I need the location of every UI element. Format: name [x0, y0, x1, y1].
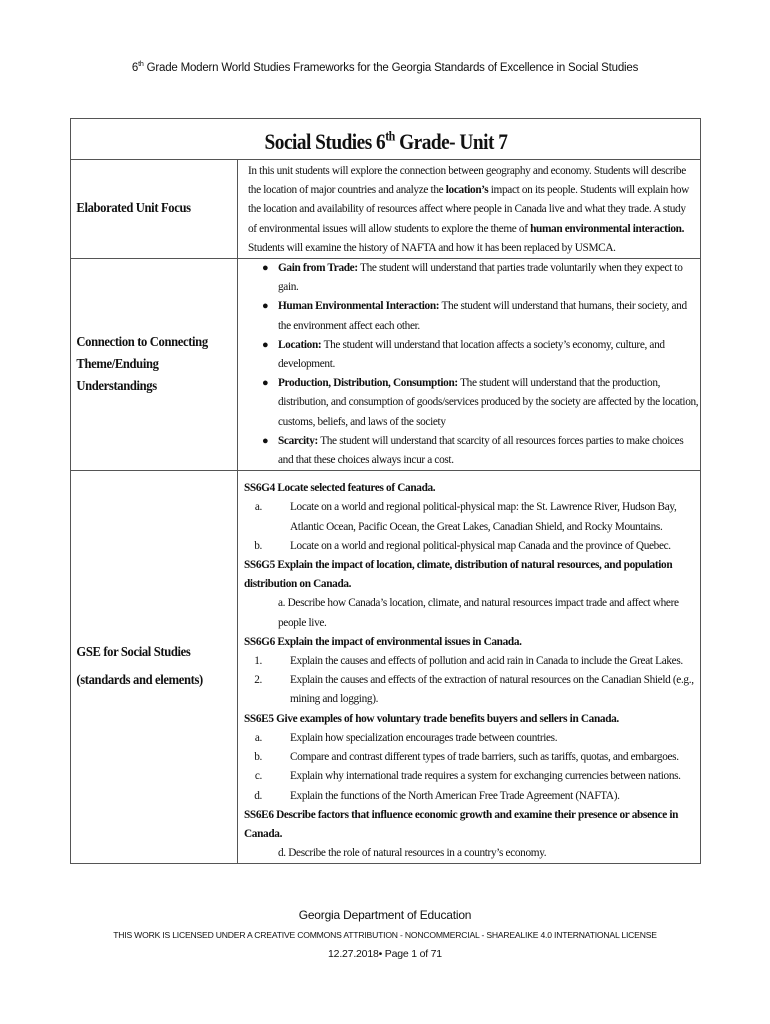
- standard-ss6g4: SS6G4 Locate selected features of Canada.: [244, 482, 436, 495]
- connection-list: [238, 259, 700, 470]
- element-item: [244, 748, 696, 767]
- element-text: a. Describe how Canada’s location, climate, and natural resources impact trade and affect where people live.: [278, 597, 679, 629]
- element-text: Locate on a world and regional political-physical map: the St. Lawrence River, Hudson Bay, Atlantic Ocean, Pacific Ocean, the Great Lakes, Canadian Shield, and Rocky Mountains.: [290, 501, 677, 533]
- focus-text-3: Students will examine the history of NAFTA and how it has been replaced by USMCA.: [248, 241, 616, 254]
- header-sup: th: [138, 60, 144, 69]
- element-marker: b.: [254, 751, 262, 764]
- list-item: [262, 297, 700, 335]
- gse-standards: [238, 471, 700, 863]
- element-text: Explain how specialization encourages trade between countries.: [290, 731, 558, 744]
- bullet-icon: ●: [262, 338, 269, 351]
- element-item: [244, 787, 696, 806]
- title-sup: th: [384, 128, 395, 144]
- gse-label-cell: [71, 471, 238, 864]
- element-marker: a.: [254, 731, 262, 744]
- bullet-icon: ●: [262, 300, 269, 313]
- element-text: Explain the causes and effects of the extraction of natural resources on the Canadian Shield (e.g., mining and logging).: [290, 674, 694, 706]
- standard-ss6e6: SS6E6 Describe factors that influence economic growth and examine their presence or absence in Canada.: [244, 808, 679, 840]
- connection-label-cell: [71, 259, 238, 471]
- gse-label-line-2: (standards and elements): [76, 673, 203, 689]
- unit-table: [70, 118, 701, 864]
- focus-content-cell: [238, 160, 701, 259]
- list-item: [262, 259, 700, 297]
- focus-text-2: impact on its people. Students will explain how the location and availability of resources affect where people in Canada live and what they trade. A study of environmental issues will allow students to explore the theme of: [248, 184, 689, 235]
- gse-content-cell: [238, 471, 701, 864]
- footer-license: THIS WORK IS LICENSED UNDER A CREATIVE COMMONS ATTRIBUTION - NONCOMMERCIAL - SHAREALIKE 4.0 INTERNATIONAL LICENSE: [113, 930, 657, 940]
- item-term: Scarcity:: [278, 434, 318, 447]
- footer-department: Georgia Department of Education: [298, 908, 472, 922]
- unit-title-cell: [71, 119, 701, 160]
- focus-bold-1: location’s: [445, 184, 489, 197]
- element-item: [244, 671, 696, 709]
- standard-ss6e5: SS6E5 Give examples of how voluntary trade benefits buyers and sellers in Canada.: [244, 712, 619, 725]
- page-header: [0, 62, 770, 74]
- element-text: Locate on a world and regional political-physical map Canada and the province of Quebec.: [290, 539, 671, 552]
- title-prefix: Social Studies 6: [264, 129, 385, 154]
- item-text: The student will understand that parties trade voluntarily when they expect to gain.: [278, 262, 683, 294]
- element-marker: 2.: [254, 674, 262, 687]
- element-marker: c.: [254, 770, 262, 783]
- list-item: [262, 374, 700, 432]
- list-item: [262, 336, 700, 374]
- element-text: d. Describe the role of natural resources in a country’s economy.: [278, 847, 547, 860]
- element-text: Explain the causes and effects of pollution and acid rain in Canada to include the Great Lakes.: [290, 655, 683, 668]
- item-term: Location:: [278, 338, 322, 351]
- unit-title: [264, 123, 507, 155]
- connection-content-cell: [238, 259, 701, 471]
- element-text: Compare and contrast different types of trade barriers, such as tariffs, quotas, and embargoes.: [290, 751, 679, 764]
- gse-label-line-1: GSE for Social Studies: [76, 645, 191, 661]
- item-term: Gain from Trade:: [278, 262, 358, 275]
- element-text: Explain the functions of the North American Free Trade Agreement (NAFTA).: [290, 789, 620, 802]
- connection-label-line-3: Understandings: [76, 378, 157, 394]
- element-text: Explain why international trade requires a system for exchanging currencies between nations.: [290, 770, 681, 783]
- element-marker: d.: [254, 789, 262, 802]
- element-item: [244, 652, 696, 671]
- standard-ss6g6: SS6G6 Explain the impact of environmental issues in Canada.: [244, 635, 522, 648]
- header-grade: 6: [131, 62, 139, 74]
- item-text: The student will understand that location affects a society’s economy, culture, and development.: [278, 338, 665, 371]
- element-item: [244, 537, 696, 556]
- connection-label-line-2: Theme/Enduing: [76, 356, 159, 372]
- item-text: The student will understand that the production, distribution, and consumption of goods/services produced by the society are affected by the location, customs, beliefs, and laws of the society: [278, 377, 699, 428]
- element-item: [244, 729, 696, 748]
- item-text: The student will understand that humans, their society, and the environment affect each other.: [278, 300, 687, 332]
- footer-page-number: 12.27.2018• Page 1 of 71: [328, 948, 442, 960]
- title-rest: Grade- Unit 7: [394, 129, 507, 154]
- item-term: Production, Distribution, Consumption:: [278, 377, 458, 390]
- focus-text-1: In this unit students will explore the connection between geography and economy. Students will describe the location of major countries and analyze the: [248, 165, 686, 197]
- item-term: Human Environmental Interaction:: [278, 300, 440, 313]
- header-text: Grade Modern World Studies Frameworks for the Georgia Standards of Excellence in Social Studies: [143, 62, 639, 74]
- bullet-icon: ●: [262, 434, 269, 447]
- element-marker: b.: [254, 539, 262, 552]
- element-item: [244, 498, 696, 536]
- standard-ss6g5: SS6G5 Explain the impact of location, climate, distribution of natural resources, and population distribution on Canada.: [244, 559, 673, 591]
- focus-label-cell: [71, 160, 238, 259]
- bullet-icon: ●: [262, 262, 269, 275]
- item-text: The student will understand that scarcity of all resources forces parties to make choices and that these choices always incur a cost.: [278, 434, 684, 467]
- list-item: [262, 432, 700, 470]
- element-marker: a.: [254, 501, 262, 514]
- element-marker: 1.: [254, 655, 262, 668]
- focus-paragraph: [248, 162, 693, 258]
- bullet-icon: ●: [262, 377, 269, 390]
- focus-label: Elaborated Unit Focus: [76, 201, 191, 216]
- focus-bold-2: human environmental interaction.: [530, 222, 685, 235]
- element-item: [244, 767, 696, 786]
- connection-label-line-1: Connection to Connecting: [76, 334, 208, 350]
